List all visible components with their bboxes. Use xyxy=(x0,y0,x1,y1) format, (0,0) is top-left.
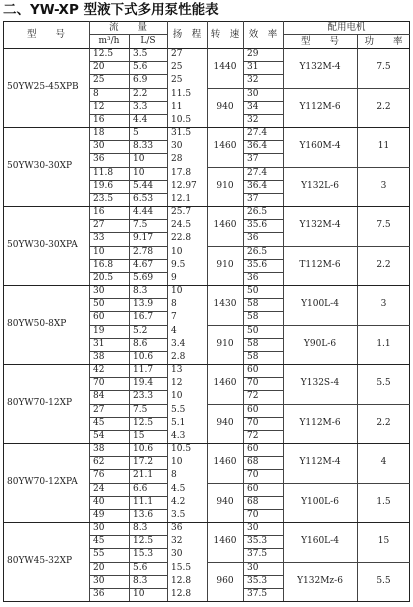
motor-model-cell: Y100L-6 xyxy=(301,496,339,507)
flow-ls-cell: 4.67 xyxy=(133,259,154,270)
flow-ls-cell: 8.6 xyxy=(133,338,148,349)
speed-cell: 910 xyxy=(216,180,234,191)
motor-model-cell: Y132M-4 xyxy=(299,220,341,230)
head-cell: 7 xyxy=(171,312,177,323)
flow-m3h-cell: 23.5 xyxy=(93,193,114,204)
header-speed: 转 速 xyxy=(210,29,240,40)
flow-ls-cell: 10 xyxy=(133,167,145,178)
head-cell: 36 xyxy=(171,523,183,533)
head-cell: 30 xyxy=(171,141,183,152)
table-rule xyxy=(89,34,167,35)
flow-m3h-cell: 33 xyxy=(93,233,105,244)
flow-m3h-cell: 20 xyxy=(93,62,105,73)
flow-m3h-cell: 19.6 xyxy=(93,180,114,191)
head-cell: 30 xyxy=(171,549,183,560)
flow-m3h-cell: 8 xyxy=(93,88,99,99)
flow-ls-cell: 8.3 xyxy=(133,523,148,533)
flow-m3h-cell: 12 xyxy=(93,101,105,112)
flow-m3h-cell: 38 xyxy=(93,351,105,362)
efficiency-cell: 60 xyxy=(247,404,259,415)
speed-cell: 1460 xyxy=(213,378,237,388)
head-cell: 22.8 xyxy=(171,233,192,244)
flow-ls-cell: 10.6 xyxy=(133,351,154,362)
header-model: 型 号 xyxy=(26,29,65,40)
flow-m3h-cell: 27 xyxy=(93,404,105,415)
flow-ls-cell: 15.3 xyxy=(133,549,154,560)
flow-ls-cell: 17.2 xyxy=(133,457,154,468)
efficiency-cell: 36 xyxy=(247,233,259,244)
head-cell: 10.5 xyxy=(171,114,192,125)
head-cell: 3.4 xyxy=(171,338,186,349)
motor-power-cell: 11 xyxy=(377,141,390,151)
flow-ls-cell: 5.2 xyxy=(133,325,148,336)
flow-m3h-cell: 12.5 xyxy=(93,49,114,59)
motor-power-cell: 1.1 xyxy=(376,338,391,349)
speed-cell: 940 xyxy=(216,101,234,112)
head-cell: 5.5 xyxy=(171,404,186,415)
efficiency-cell: 60 xyxy=(247,483,259,494)
flow-ls-cell: 6.53 xyxy=(133,193,154,204)
speed-cell: 1460 xyxy=(213,141,237,151)
head-cell: 28 xyxy=(171,154,183,165)
head-cell: 9.5 xyxy=(171,259,186,270)
flow-ls-cell: 15 xyxy=(133,430,145,441)
pump-model: 80YW50-8XP xyxy=(7,319,67,329)
flow-m3h-cell: 30 xyxy=(93,575,105,586)
flow-m3h-cell: 25 xyxy=(93,75,105,86)
motor-model-cell: Y112M-4 xyxy=(299,457,341,467)
efficiency-cell: 68 xyxy=(247,496,259,507)
flow-m3h-cell: 54 xyxy=(93,430,105,441)
efficiency-cell: 26.5 xyxy=(247,207,268,217)
efficiency-cell: 32 xyxy=(247,114,259,125)
efficiency-cell: 36 xyxy=(247,272,259,283)
efficiency-cell: 50 xyxy=(247,325,259,336)
efficiency-cell: 32 xyxy=(247,75,259,86)
head-cell: 25 xyxy=(171,62,183,73)
flow-ls-cell: 8.33 xyxy=(133,141,154,152)
efficiency-cell: 70 xyxy=(247,378,259,389)
flow-m3h-cell: 55 xyxy=(93,549,105,560)
header-head: 扬 程 xyxy=(172,29,202,40)
flow-ls-cell: 3.5 xyxy=(133,49,148,59)
head-cell: 15.5 xyxy=(171,562,192,573)
flow-m3h-cell: 30 xyxy=(93,286,105,296)
flow-m3h-cell: 45 xyxy=(93,417,105,428)
performance-table xyxy=(3,21,410,606)
head-cell: 32 xyxy=(171,536,183,547)
efficiency-cell: 58 xyxy=(247,338,259,349)
flow-ls-cell: 13.9 xyxy=(133,299,154,310)
efficiency-cell: 70 xyxy=(247,417,259,428)
efficiency-cell: 37.5 xyxy=(247,549,268,560)
flow-ls-cell: 11.7 xyxy=(133,365,154,375)
table-rule xyxy=(283,34,410,35)
flow-m3h-cell: 38 xyxy=(93,444,105,454)
head-cell: 12.1 xyxy=(171,193,192,204)
flow-ls-cell: 2.2 xyxy=(133,88,148,99)
head-cell: 12.8 xyxy=(171,575,192,586)
flow-m3h-cell: 76 xyxy=(93,470,105,481)
pump-model: 80YW70-12XPA xyxy=(7,477,78,487)
flow-ls-cell: 7.5 xyxy=(133,404,148,415)
motor-power-cell: 1.5 xyxy=(376,496,391,507)
efficiency-cell: 37 xyxy=(247,193,259,204)
flow-m3h-cell: 18 xyxy=(93,128,105,138)
flow-ls-cell: 6.9 xyxy=(133,75,148,86)
pump-model: 50YW25-45XPB xyxy=(7,82,79,92)
motor-power-cell: 5.5 xyxy=(376,575,391,586)
motor-model-cell: Y90L-6 xyxy=(303,338,337,349)
pump-model: 50YW30-30XP xyxy=(7,161,73,171)
flow-m3h-cell: 50 xyxy=(93,299,105,310)
head-cell: 11.5 xyxy=(171,88,192,99)
speed-cell: 940 xyxy=(216,496,234,507)
efficiency-cell: 60 xyxy=(247,365,259,375)
speed-cell: 940 xyxy=(216,417,234,428)
flow-ls-cell: 10 xyxy=(133,588,145,599)
flow-ls-cell: 10 xyxy=(133,154,145,165)
head-cell: 3.5 xyxy=(171,509,186,520)
flow-m3h-cell: 42 xyxy=(93,365,105,375)
head-cell: 17.8 xyxy=(171,167,192,178)
motor-model-cell: T112M-6 xyxy=(299,259,341,270)
head-cell: 10 xyxy=(171,286,183,296)
flow-m3h-cell: 16 xyxy=(93,207,105,217)
head-cell: 25.7 xyxy=(171,207,192,217)
efficiency-cell: 60 xyxy=(247,444,259,454)
flow-m3h-cell: 10 xyxy=(93,246,105,257)
flow-ls-cell: 8.3 xyxy=(133,286,148,296)
head-cell: 4.5 xyxy=(171,483,186,494)
head-cell: 8 xyxy=(171,470,177,481)
pump-model: 50YW30-30XPA xyxy=(7,240,78,250)
flow-ls-cell: 2.78 xyxy=(133,246,154,257)
flow-m3h-cell: 62 xyxy=(93,457,105,468)
flow-ls-cell: 10.6 xyxy=(133,444,154,454)
motor-model-cell: Y112M-6 xyxy=(299,417,341,428)
efficiency-cell: 68 xyxy=(247,457,259,468)
flow-ls-cell: 13.6 xyxy=(133,509,154,520)
header-motor-power: 功 率 xyxy=(364,36,403,47)
efficiency-cell: 36.4 xyxy=(247,141,268,152)
head-cell: 10 xyxy=(171,246,183,257)
efficiency-cell: 36.4 xyxy=(247,180,268,191)
head-cell: 24.5 xyxy=(171,220,192,231)
flow-ls-cell: 5 xyxy=(133,128,139,138)
motor-power-cell: 3 xyxy=(380,180,387,191)
efficiency-cell: 30 xyxy=(247,562,259,573)
header-flow-ls: L/S xyxy=(140,36,156,46)
speed-cell: 1460 xyxy=(213,220,237,230)
head-cell: 25 xyxy=(171,75,183,86)
speed-cell: 1440 xyxy=(213,62,237,72)
header-motor-model: 型 号 xyxy=(300,36,339,47)
head-cell: 11 xyxy=(171,101,183,112)
flow-m3h-cell: 27 xyxy=(93,220,105,231)
head-cell: 13 xyxy=(171,365,183,375)
flow-m3h-cell: 30 xyxy=(93,141,105,152)
flow-ls-cell: 23.3 xyxy=(133,391,154,402)
motor-power-cell: 2.2 xyxy=(376,259,391,270)
flow-ls-cell: 12.5 xyxy=(133,417,154,428)
head-cell: 8 xyxy=(171,299,177,310)
flow-m3h-cell: 11.8 xyxy=(93,167,114,178)
head-cell: 4.3 xyxy=(171,430,186,441)
efficiency-cell: 58 xyxy=(247,351,259,362)
efficiency-cell: 37.5 xyxy=(247,588,268,599)
head-cell: 31.5 xyxy=(171,128,192,138)
motor-power-cell: 7.5 xyxy=(376,220,391,230)
motor-model-cell: Y132L-6 xyxy=(301,180,339,191)
efficiency-cell: 37 xyxy=(247,154,259,165)
motor-power-cell: 2.2 xyxy=(376,101,391,112)
flow-m3h-cell: 70 xyxy=(93,378,105,389)
flow-ls-cell: 6.6 xyxy=(133,483,148,494)
flow-m3h-cell: 19 xyxy=(93,325,105,336)
head-cell: 10 xyxy=(171,391,183,402)
flow-m3h-cell: 36 xyxy=(93,588,105,599)
flow-ls-cell: 11.1 xyxy=(133,496,154,507)
flow-m3h-cell: 20 xyxy=(93,562,105,573)
table-rule xyxy=(3,601,410,602)
head-cell: 27 xyxy=(171,49,183,59)
efficiency-cell: 35.3 xyxy=(247,536,268,547)
efficiency-cell: 50 xyxy=(247,286,259,296)
head-cell: 12 xyxy=(171,378,183,389)
pump-model: 80YW45-32XP xyxy=(7,556,73,566)
motor-model-cell: Y132S-4 xyxy=(300,378,340,388)
flow-ls-cell: 4.4 xyxy=(133,114,148,125)
pump-model: 80YW70-12XP xyxy=(7,398,73,408)
motor-power-cell: 4 xyxy=(380,457,387,467)
efficiency-cell: 35.6 xyxy=(247,259,268,270)
flow-m3h-cell: 40 xyxy=(93,496,105,507)
header-motor: 配用电机 xyxy=(327,22,366,33)
head-cell: 9 xyxy=(171,272,177,283)
flow-ls-cell: 8.3 xyxy=(133,575,148,586)
flow-m3h-cell: 24 xyxy=(93,483,105,494)
speed-cell: 1460 xyxy=(213,536,237,546)
motor-power-cell: 5.5 xyxy=(376,378,391,388)
flow-m3h-cell: 30 xyxy=(93,523,105,533)
head-cell: 5.1 xyxy=(171,417,186,428)
efficiency-cell: 70 xyxy=(247,470,259,481)
flow-m3h-cell: 60 xyxy=(93,312,105,323)
efficiency-cell: 72 xyxy=(247,430,259,441)
header-efficiency: 效 率 xyxy=(248,29,278,40)
flow-ls-cell: 5.44 xyxy=(133,180,154,191)
flow-ls-cell: 19.4 xyxy=(133,378,154,389)
efficiency-cell: 26.5 xyxy=(247,246,268,257)
flow-ls-cell: 21.1 xyxy=(133,470,154,481)
flow-ls-cell: 12.5 xyxy=(133,536,154,547)
speed-cell: 960 xyxy=(216,575,234,586)
flow-m3h-cell: 20.5 xyxy=(93,272,114,283)
efficiency-cell: 29 xyxy=(247,49,259,59)
speed-cell: 1460 xyxy=(213,457,237,467)
page-title: 二、YW-XP 型液下式多用泵性能表 xyxy=(3,2,219,18)
efficiency-cell: 31 xyxy=(247,62,259,73)
motor-model-cell: Y160M-4 xyxy=(299,141,341,151)
header-flow: 流 量 xyxy=(108,22,147,33)
motor-power-cell: 3 xyxy=(380,299,387,309)
speed-cell: 910 xyxy=(216,259,234,270)
efficiency-cell: 27.4 xyxy=(247,167,268,178)
motor-power-cell: 15 xyxy=(377,536,390,546)
header-flow-m3h: m³/h xyxy=(98,36,120,46)
motor-power-cell: 7.5 xyxy=(376,62,391,72)
flow-m3h-cell: 45 xyxy=(93,536,105,547)
flow-ls-cell: 3.3 xyxy=(133,101,148,112)
flow-ls-cell: 16.7 xyxy=(133,312,154,323)
flow-ls-cell: 5.6 xyxy=(133,62,148,73)
head-cell: 10 xyxy=(171,457,183,468)
head-cell: 4.2 xyxy=(171,496,186,507)
motor-power-cell: 2.2 xyxy=(376,417,391,428)
flow-m3h-cell: 16 xyxy=(93,114,105,125)
head-cell: 10.5 xyxy=(171,444,192,454)
head-cell: 4 xyxy=(171,325,177,336)
flow-ls-cell: 7.5 xyxy=(133,220,148,231)
efficiency-cell: 27.4 xyxy=(247,128,268,138)
flow-m3h-cell: 84 xyxy=(93,391,105,402)
efficiency-cell: 72 xyxy=(247,391,259,402)
flow-m3h-cell: 49 xyxy=(93,509,105,520)
efficiency-cell: 30 xyxy=(247,523,259,533)
flow-m3h-cell: 31 xyxy=(93,338,105,349)
head-cell: 12.97 xyxy=(171,180,197,191)
flow-ls-cell: 9.17 xyxy=(133,233,154,244)
flow-m3h-cell: 16.8 xyxy=(93,259,114,270)
efficiency-cell: 58 xyxy=(247,312,259,323)
efficiency-cell: 70 xyxy=(247,509,259,520)
speed-cell: 910 xyxy=(216,338,234,349)
motor-model-cell: Y100L-4 xyxy=(301,299,339,309)
flow-ls-cell: 4.44 xyxy=(133,207,154,217)
efficiency-cell: 35.6 xyxy=(247,220,268,231)
motor-model-cell: Y132M-4 xyxy=(299,62,341,72)
motor-model-cell: Y112M-6 xyxy=(299,101,341,112)
speed-cell: 1430 xyxy=(213,299,237,309)
flow-ls-cell: 5.6 xyxy=(133,562,148,573)
efficiency-cell: 35.3 xyxy=(247,575,268,586)
head-cell: 2.8 xyxy=(171,351,186,362)
head-cell: 12.8 xyxy=(171,588,192,599)
efficiency-cell: 34 xyxy=(247,101,259,112)
flow-m3h-cell: 36 xyxy=(93,154,105,165)
motor-model-cell: Y132Mz-6 xyxy=(297,575,343,586)
efficiency-cell: 58 xyxy=(247,299,259,310)
flow-ls-cell: 5.69 xyxy=(133,272,154,283)
motor-model-cell: Y160L-4 xyxy=(301,536,339,546)
efficiency-cell: 30 xyxy=(247,88,259,99)
